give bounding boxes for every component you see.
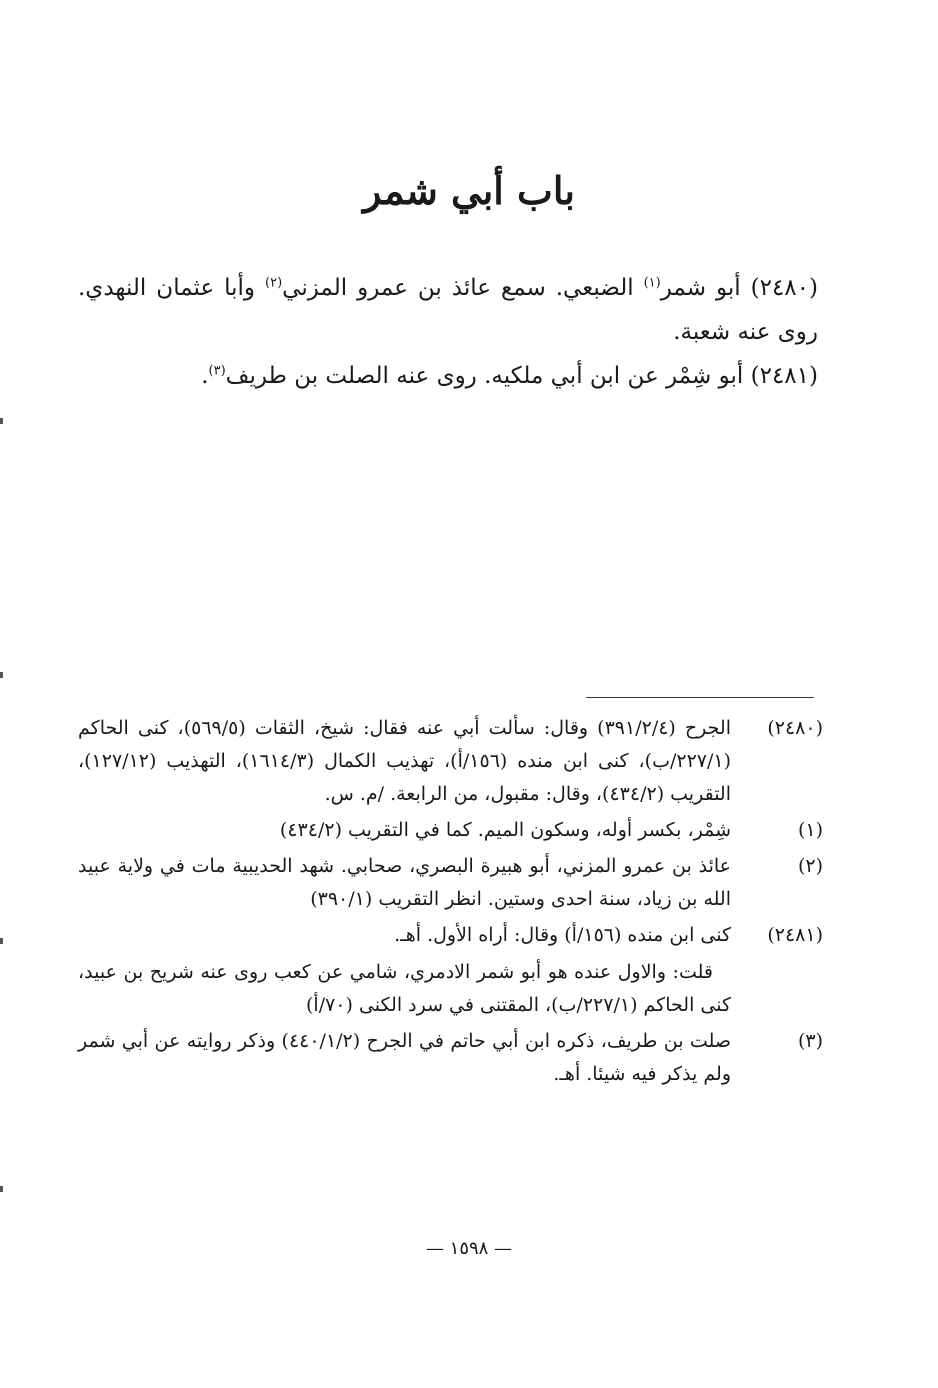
main-text <box>78 266 818 398</box>
footnote-3 <box>78 1025 823 1091</box>
footnote-number: (١) <box>797 819 823 841</box>
chapter-heading: باب أبي شمر <box>363 168 575 213</box>
page-number: — ١٥٩٨ — <box>425 1238 513 1259</box>
footnote-paragraph: الجرح (٣٩١/٢/٤) وقال: سألت أبي عنه فقال: شيخ، الثقات (٥٦٩/٥)، كنى الحاكم (٢٢٧/١/ب)، كنى ابن منده (١٥٦/أ)، تهذيب الكمال (١٦١٤/٣)، التهذيب (١٢٧/١٢)، التقريب (٤٣٤/٢)، وقال: مقبول، من الرابعة. /م. س. <box>78 717 732 805</box>
margin-mark <box>0 1186 3 1192</box>
footnote-text <box>78 919 731 1022</box>
margin-mark <box>0 672 3 678</box>
footnote-ref-3: (٣) <box>208 363 226 379</box>
footnote-number: (٢٤٨٠) <box>767 717 823 739</box>
footnote-text <box>78 814 731 847</box>
entry-text: الضبعي. سمع عائذ بن عمرو المزني <box>282 275 644 301</box>
footnote-number: (٢) <box>797 855 823 877</box>
entry-text: وأبا عثمان النهدي. روى عنه شعبة. <box>78 275 818 345</box>
footnote-paragraph: شِمْر، بكسر أوله، وسكون الميم. كما في التقريب (٤٣٤/٢) <box>279 819 731 841</box>
footnote-1 <box>78 814 823 847</box>
footnote-ref-2: (٢) <box>265 275 283 291</box>
footnote-text <box>78 850 731 916</box>
footnote-separator <box>586 697 814 698</box>
footnote-ref-1: (١) <box>643 275 661 291</box>
margin-mark <box>0 938 3 944</box>
footnote-text <box>78 1025 731 1091</box>
footnote-number: (٣) <box>797 1030 823 1052</box>
margin-mark <box>0 418 3 424</box>
footnotes <box>78 712 823 1094</box>
footnote-text <box>78 712 731 811</box>
footnote-2 <box>78 850 823 916</box>
footnote-paragraph: صلت بن طريف، ذكره ابن أبي حاتم في الجرح (٤٤٠/١/٢) وذكر روايته عن أبي شمر ولم يذكر فيه شيئا. أهـ. <box>78 1030 731 1085</box>
entry-text: (٢٤٨٠) أبو شمر <box>660 275 818 301</box>
footnote-2481 <box>78 919 823 1022</box>
footnote-paragraph: عائذ بن عمرو المزني، أبو هبيرة البصري، صحابي. شهد الحديبية مات في ولاية عبيد الله بن زياد، سنة احدى وستين. انظر التقريب (٣٩٠/١) <box>78 855 731 910</box>
footnote-paragraph: كنى ابن منده (١٥٦/أ) وقال: أراه الأول. أهـ. <box>394 924 731 946</box>
entry-text: . <box>201 363 209 389</box>
entry-text: (٢٤٨١) أبو شِمْر عن ابن أبي ملكيه. روى عنه الصلت بن طريف <box>225 363 818 389</box>
footnote-number: (٢٤٨١) <box>767 924 823 946</box>
entry-2480 <box>78 266 818 354</box>
footnote-2480 <box>78 712 823 811</box>
footnote-paragraph: قلت: والاول عنده هو أبو شمر الادمري، شامي عن كعب روى عنه شريح بن عبيد، كنى الحاكم (٢٢٧/١/ب)، المقتنى في سرد الكنى (٧٠/أ) <box>78 961 731 1016</box>
entry-2481 <box>78 354 818 398</box>
